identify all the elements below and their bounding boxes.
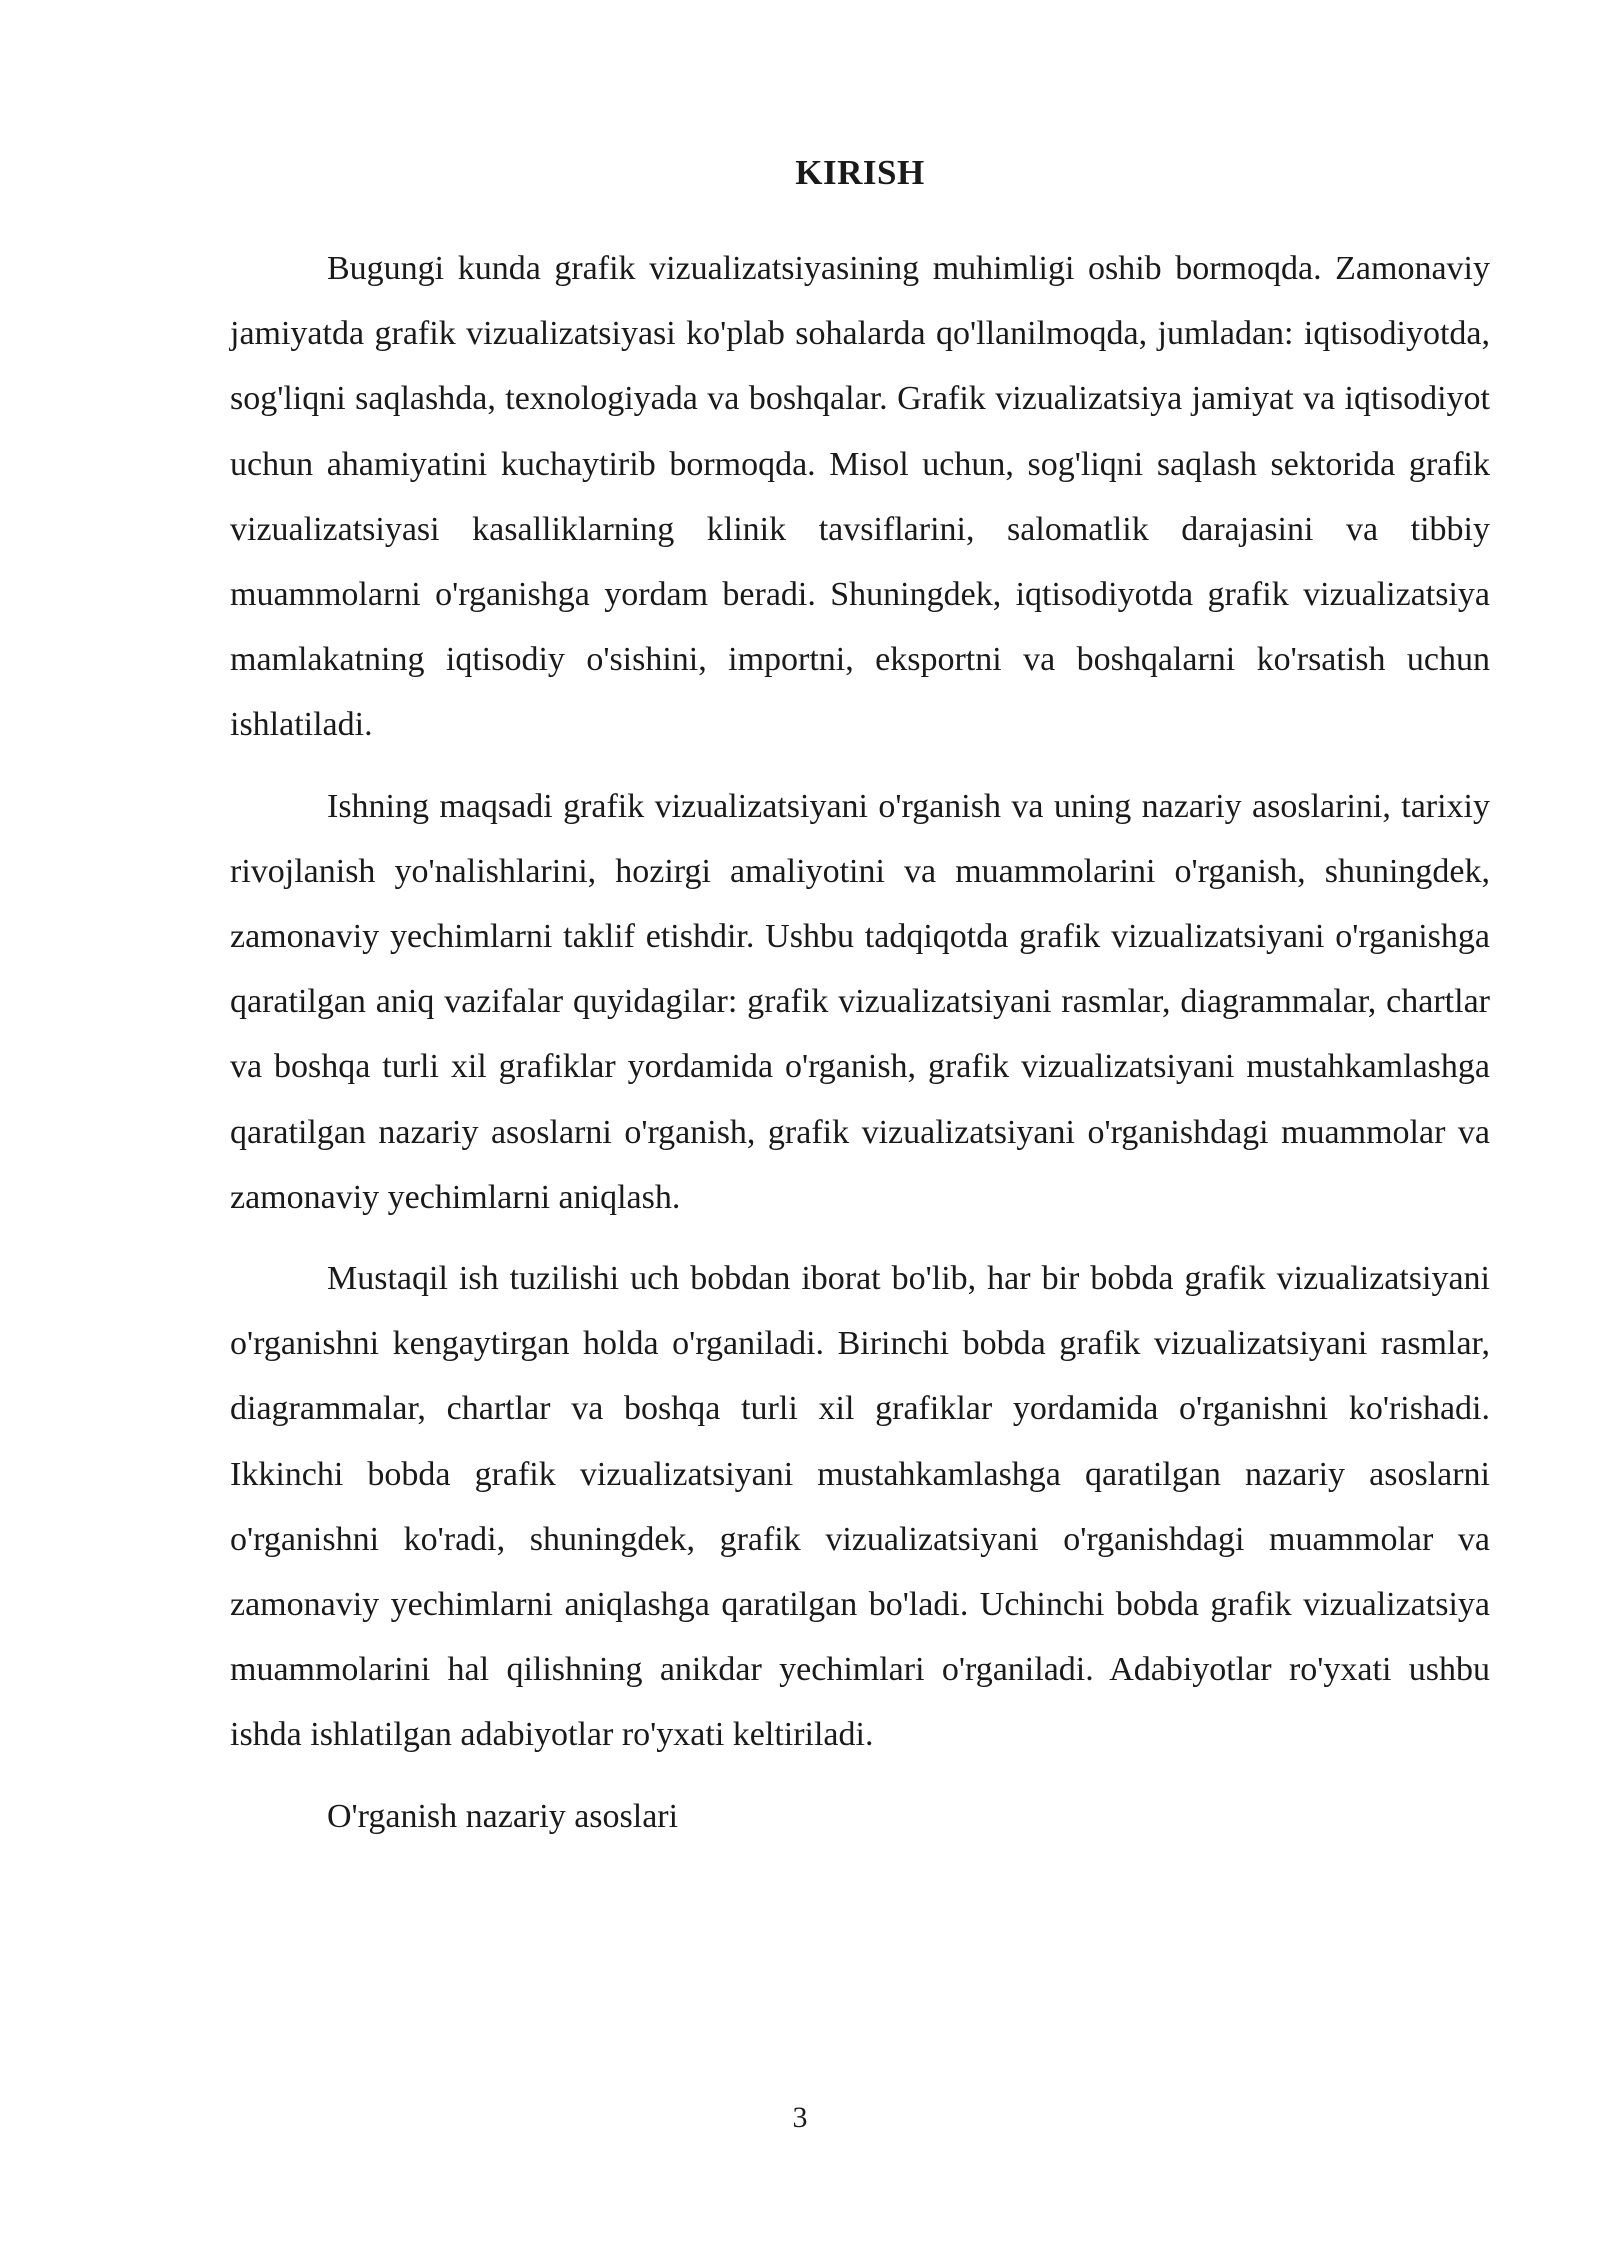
- page-content: [230, 148, 1490, 1849]
- page-number: 3: [792, 2101, 808, 2134]
- paragraph-structure: Mustaqil ish tuzilishi uch bobdan iborat bo'lib, har bir bobda grafik vizualizatsiyani o'rganishni kengaytirgan holda o'rganiladi. Birinchi bobda grafik vizualizatsiyani rasmlar, diagrammalar, chartlar va boshqa turli xil grafiklar yordamida o'rganishni ko'rishadi. Ikkinchi bobda grafik vizualizatsiyani mustahkamlashga qaratilgan nazariy asoslarni o'rganishni ko'radi, shuningdek, grafik vizualizatsiyani o'rganishdagi muammolar va zamonaviy yechimlarni aniqlashga qaratilgan bo'ladi. Uchinchi bobda grafik vizualizatsiya muammolarini hal qilishning anikdar yechimlari o'rganiladi. Adabiyotlar ro'yxati ushbu ishda ishlatilgan adabiyotlar ro'yxati keltiriladi.: [230, 1260, 1490, 1754]
- section-line: O'rganish nazariy asoslari: [327, 1797, 679, 1835]
- paragraph-intro: Bugungi kunda grafik vizualizatsiyasining muhimligi oshib bormoqda. Zamonaviy jamiyatda grafik vizualizatsiyasi ko'plab sohalarda qo'llanilmoqda, jumladan: iqtisodiyotda, sog'liqni saqlashda, texnologiyada va boshqalar. Grafik vizualizatsiya jamiyat va iqtisodiyot uchun ahamiyatini kuchaytirib bormoqda. Misol uchun, sog'liqni saqlash sektorida grafik vizualizatsiyasi kasalliklarning klinik tavsiflarini, salomatlik darajasini va tibbiy muammolarni o'rganishga yordam beradi. Shuningdek, iqtisodiyotda grafik vizualizatsiya mamlakatning iqtisodiy o'sishini, importni, eksportni va boshqalarni ko'rsatish uchun ishlatiladi.: [230, 250, 1490, 744]
- paragraph-goal: Ishning maqsadi grafik vizualizatsiyani o'rganish va uning nazariy asoslarini, tarixiy rivojlanish yo'nalishlarini, hozirgi amaliyotini va muammolarini o'rganish, shuningdek, zamonaviy yechimlarni taklif etishdir. Ushbu tadqiqotda grafik vizualizatsiyani o'rganishga qaratilgan aniq vazifalar quyidagilar: grafik vizualizatsiyani rasmlar, diagrammalar, chartlar va boshqa turli xil grafiklar yordamida o'rganish, grafik vizualizatsiyani mustahkamlashga qaratilgan nazariy asoslarni o'rganish, grafik vizualizatsiyani o'rganishdagi muammolar va zamonaviy yechimlarni aniqlash.: [230, 787, 1490, 1216]
- page-heading: KIRISH: [795, 153, 925, 192]
